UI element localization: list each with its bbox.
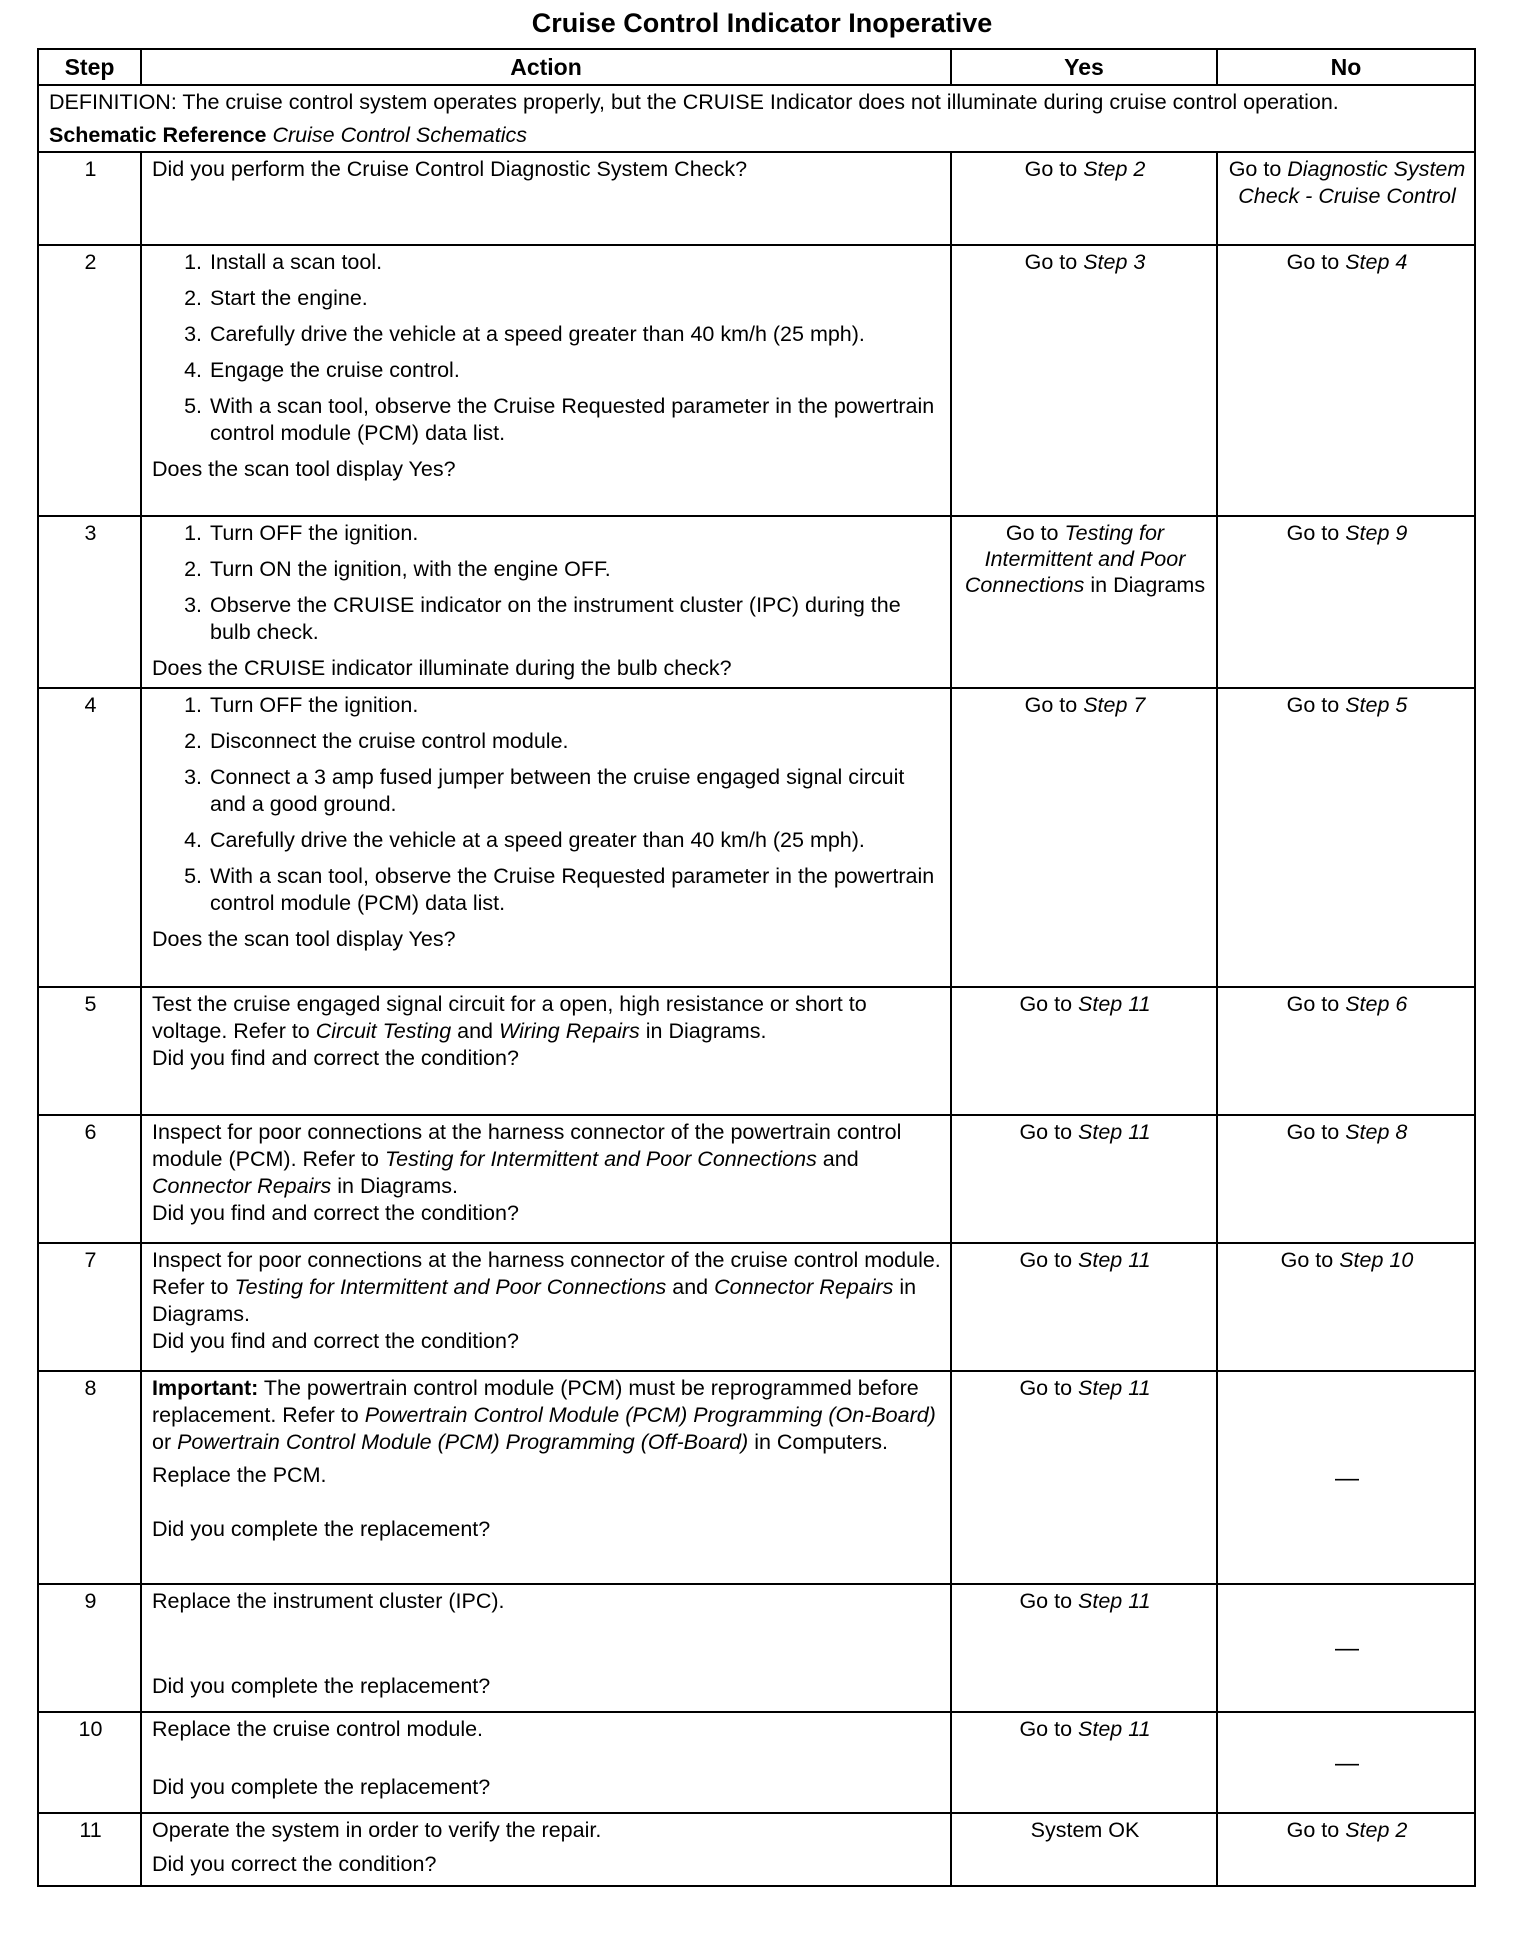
step-question: Does the scan tool display Yes? xyxy=(152,457,456,481)
substep: 4. Carefully drive the vehicle at a speed greater than 40 km/h (25 mph). xyxy=(208,827,942,854)
text-run: Inspect for poor connections at the harness connector of the cruise control module. Refer to xyxy=(152,1248,941,1299)
reference-link[interactable]: Connector Repairs xyxy=(152,1174,332,1198)
step-action xyxy=(141,1243,951,1371)
step-action xyxy=(141,1584,951,1712)
step-question: Did you find and correct the condition? xyxy=(152,1046,519,1070)
yes-prefix: Go to xyxy=(1019,1589,1079,1613)
step-action xyxy=(141,245,951,516)
step-action xyxy=(141,152,951,245)
yes-link[interactable]: Step 3 xyxy=(1083,250,1146,274)
step-no xyxy=(1217,152,1475,245)
yes-prefix: Go to xyxy=(1019,1717,1079,1741)
substep-list xyxy=(152,520,942,646)
step-number: 11 xyxy=(38,1813,141,1886)
text-run: Test the cruise engaged signal circuit for a open, high resistance or short to voltage. Refer to xyxy=(152,992,867,1043)
step-no: — xyxy=(1217,1584,1475,1712)
step-number: 3 xyxy=(38,516,141,688)
header-action: Action xyxy=(141,49,951,85)
yes-link[interactable]: Step 11 xyxy=(1078,1248,1151,1272)
step-row-6 xyxy=(38,1115,1475,1243)
text-run: The powertrain control module (PCM) must be reprogrammed before replacement. Refer to xyxy=(152,1376,919,1427)
no-prefix: Go to xyxy=(1228,157,1288,181)
step-instruction: Operate the system in order to verify the repair. xyxy=(152,1818,602,1842)
step-row-2 xyxy=(38,245,1475,516)
yes-prefix: Go to xyxy=(1019,1248,1079,1272)
spacer xyxy=(152,1615,942,1673)
step-text xyxy=(152,1247,942,1328)
step-row-1 xyxy=(38,152,1475,245)
no-prefix: Go to xyxy=(1286,1120,1346,1144)
step-yes xyxy=(951,516,1217,688)
step-row-3 xyxy=(38,516,1475,688)
text-run: and xyxy=(451,1019,499,1043)
step-action xyxy=(141,1371,951,1584)
yes-link[interactable]: Testing for Intermittent and Poor Connections xyxy=(964,521,1186,597)
yes-link[interactable]: Step 11 xyxy=(1078,1717,1151,1741)
yes-prefix: Go to xyxy=(1024,693,1084,717)
no-link[interactable]: Diagnostic System Check - Cruise Control xyxy=(1238,157,1466,208)
step-no xyxy=(1217,1813,1475,1886)
step-yes xyxy=(951,1243,1217,1371)
step-row-7 xyxy=(38,1243,1475,1371)
step-action xyxy=(141,1712,951,1813)
reference-link[interactable]: Circuit Testing xyxy=(315,1019,452,1043)
diagnostic-table xyxy=(37,48,1476,1887)
step-no xyxy=(1217,245,1475,516)
no-link[interactable]: Step 4 xyxy=(1345,250,1408,274)
text-run: and xyxy=(666,1275,715,1299)
step-row-11 xyxy=(38,1813,1475,1886)
step-no xyxy=(1217,1243,1475,1371)
step-row-4 xyxy=(38,688,1475,987)
step-instruction: Replace the PCM. xyxy=(152,1463,327,1487)
yes-link[interactable]: Step 7 xyxy=(1083,693,1146,717)
no-link[interactable]: Step 6 xyxy=(1345,992,1408,1016)
no-prefix: Go to xyxy=(1280,1248,1340,1272)
step-action xyxy=(141,516,951,688)
step-number: 5 xyxy=(38,987,141,1115)
substep: 4. Engage the cruise control. xyxy=(208,357,942,384)
step-no: — xyxy=(1217,1712,1475,1813)
spacer xyxy=(152,1743,942,1774)
definition-text: DEFINITION: The cruise control system operates properly, but the CRUISE Indicator does not illuminate during cruise control operation. xyxy=(49,90,1339,114)
no-link[interactable]: Step 10 xyxy=(1339,1248,1414,1272)
substep: 2. Start the engine. xyxy=(208,285,942,312)
text-run: in Diagrams. xyxy=(639,1019,767,1043)
step-no: — xyxy=(1217,1371,1475,1584)
step-question: Did you complete the replacement? xyxy=(152,1517,491,1541)
no-link[interactable]: Step 8 xyxy=(1345,1120,1408,1144)
step-number: 6 xyxy=(38,1115,141,1243)
substep: 2. Turn ON the ignition, with the engine OFF. xyxy=(208,556,942,583)
step-yes: System OK xyxy=(951,1813,1217,1886)
step-question: Did you find and correct the condition? xyxy=(152,1201,519,1225)
step-question: Did you complete the replacement? xyxy=(152,1674,491,1698)
text-run: in Diagrams. xyxy=(152,1275,917,1326)
step-number: 2 xyxy=(38,245,141,516)
step-row-5 xyxy=(38,987,1475,1115)
text-run: in Computers. xyxy=(748,1430,889,1454)
step-action xyxy=(141,688,951,987)
substep-list xyxy=(152,249,942,447)
table-header-row xyxy=(38,49,1475,85)
header-step: Step xyxy=(38,49,141,85)
step-yes xyxy=(951,152,1217,245)
no-prefix: Go to xyxy=(1286,521,1346,545)
no-prefix: Go to xyxy=(1286,1818,1346,1842)
step-number: 8 xyxy=(38,1371,141,1584)
spacer xyxy=(152,1489,942,1516)
substep: 5. With a scan tool, observe the Cruise Requested parameter in the powertrain control module (PCM) data list. xyxy=(208,863,942,917)
no-link[interactable]: Step 5 xyxy=(1345,693,1408,717)
step-yes xyxy=(951,688,1217,987)
text-run: Inspect for poor connections at the harness connector of the powertrain control module (PCM). Refer to xyxy=(152,1120,902,1171)
reference-link[interactable]: Testing for Intermittent and Poor Connections xyxy=(234,1275,667,1299)
reference-link[interactable]: Testing for Intermittent and Poor Connections xyxy=(384,1147,817,1171)
definition-cell xyxy=(38,85,1475,152)
substep: 3. Observe the CRUISE indicator on the instrument cluster (IPC) during the bulb check. xyxy=(208,592,942,646)
step-action xyxy=(141,1813,951,1886)
step-yes xyxy=(951,245,1217,516)
step-instruction: Replace the cruise control module. xyxy=(152,1717,484,1741)
step-question: Does the scan tool display Yes? xyxy=(152,927,456,951)
yes-prefix: Go to xyxy=(1019,1120,1079,1144)
substep-list xyxy=(152,692,942,917)
schematic-reference-link[interactable]: Cruise Control Schematics xyxy=(272,123,527,147)
step-row-9 xyxy=(38,1584,1475,1712)
yes-prefix: Go to xyxy=(1024,157,1084,181)
step-question: Did you correct the condition? xyxy=(152,1852,437,1876)
step-number: 7 xyxy=(38,1243,141,1371)
no-link[interactable]: Step 9 xyxy=(1345,521,1408,545)
yes-prefix: Go to xyxy=(1019,1376,1079,1400)
step-yes xyxy=(951,987,1217,1115)
step-no xyxy=(1217,688,1475,987)
reference-link[interactable]: Connector Repairs xyxy=(714,1275,894,1299)
no-prefix: Go to xyxy=(1286,992,1346,1016)
header-yes: Yes xyxy=(951,49,1217,85)
step-question: Did you find and correct the condition? xyxy=(152,1329,519,1353)
schematic-reference xyxy=(49,122,1466,149)
step-instruction: Replace the instrument cluster (IPC). xyxy=(152,1589,505,1613)
text-run: or xyxy=(152,1430,178,1454)
step-text xyxy=(152,1375,942,1456)
header-no: No xyxy=(1217,49,1475,85)
step-text xyxy=(152,1119,942,1200)
step-question: Does the CRUISE indicator illuminate during the bulb check? xyxy=(152,656,732,680)
schematic-reference-label: Schematic Reference xyxy=(49,123,267,147)
step-action xyxy=(141,987,951,1115)
step-number: 1 xyxy=(38,152,141,245)
reference-link[interactable]: Powertrain Control Module (PCM) Programming (On-Board) xyxy=(364,1403,936,1427)
yes-prefix: Go to xyxy=(1024,250,1084,274)
reference-link[interactable]: Powertrain Control Module (PCM) Programming (Off-Board) xyxy=(177,1430,749,1454)
step-yes xyxy=(951,1712,1217,1813)
step-yes xyxy=(951,1115,1217,1243)
no-prefix: Go to xyxy=(1286,693,1346,717)
yes-prefix: Go to xyxy=(1019,992,1079,1016)
step-question: Did you complete the replacement? xyxy=(152,1775,491,1799)
substep: 2. Disconnect the cruise control module. xyxy=(208,728,942,755)
step-yes xyxy=(951,1371,1217,1584)
step-yes xyxy=(951,1584,1217,1712)
reference-link[interactable]: Wiring Repairs xyxy=(499,1019,640,1043)
yes-link[interactable]: Step 2 xyxy=(1083,157,1146,181)
step-no xyxy=(1217,987,1475,1115)
step-number: 10 xyxy=(38,1712,141,1813)
no-link[interactable]: Step 2 xyxy=(1345,1818,1408,1842)
substep: 3. Carefully drive the vehicle at a speed greater than 40 km/h (25 mph). xyxy=(208,321,942,348)
step-number: 9 xyxy=(38,1584,141,1712)
no-prefix: Go to xyxy=(1286,250,1346,274)
step-no xyxy=(1217,1115,1475,1243)
yes-suffix: in Diagrams xyxy=(1084,573,1206,597)
text-run: and xyxy=(816,1147,859,1171)
step-row-8 xyxy=(38,1371,1475,1584)
step-question: Did you perform the Cruise Control Diagnostic System Check? xyxy=(152,157,748,181)
step-number: 4 xyxy=(38,688,141,987)
important-label: Important: xyxy=(152,1376,259,1400)
yes-link[interactable]: Step 11 xyxy=(1078,1589,1151,1613)
step-text xyxy=(152,991,942,1045)
yes-link[interactable]: Step 11 xyxy=(1078,1120,1151,1144)
yes-prefix: Go to xyxy=(1005,521,1065,545)
yes-link[interactable]: Step 11 xyxy=(1078,992,1151,1016)
substep: 3. Connect a 3 amp fused jumper between the cruise engaged signal circuit and a good ground. xyxy=(208,764,942,818)
step-action xyxy=(141,1115,951,1243)
yes-link[interactable]: Step 11 xyxy=(1078,1376,1151,1400)
substep: 1. Install a scan tool. xyxy=(208,249,942,276)
step-no xyxy=(1217,516,1475,688)
definition-row xyxy=(38,85,1475,152)
substep: 1. Turn OFF the ignition. xyxy=(208,520,942,547)
page-title: Cruise Control Indicator Inoperative xyxy=(531,8,993,38)
substep: 1. Turn OFF the ignition. xyxy=(208,692,942,719)
step-row-10 xyxy=(38,1712,1475,1813)
substep: 5. With a scan tool, observe the Cruise Requested parameter in the powertrain control module (PCM) data list. xyxy=(208,393,942,447)
text-run: in Diagrams. xyxy=(331,1174,458,1198)
